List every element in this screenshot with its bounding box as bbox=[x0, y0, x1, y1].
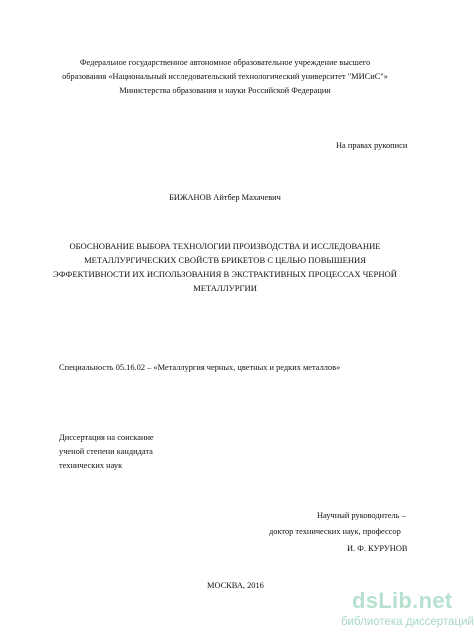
supervisor-name: И. Ф. КУРУНОВ bbox=[347, 544, 408, 553]
supervisor-line-1: Научный руководитель – bbox=[317, 511, 406, 520]
city-year: МОСКВА, 2016 bbox=[207, 581, 264, 590]
dissertation-line-2: ученой степени кандидата bbox=[59, 447, 153, 456]
organization-line-2: образования «Национальный исследовательский технологический университет "МИСиС"» bbox=[62, 72, 388, 81]
watermark-logo bbox=[318, 588, 474, 637]
supervisor-line-2: доктор технических наук, профессор bbox=[269, 527, 401, 536]
manuscript-rights-label: На правах рукописи bbox=[336, 141, 408, 150]
organization-line-1: Федеральное государственное автономное образовательное учреждение высшего bbox=[79, 58, 371, 67]
specialty-line: Специальность 05.16.02 – «Металлургия черных, цветных и редких металлов» bbox=[59, 363, 341, 372]
dissertation-line-3: технических наук bbox=[59, 461, 123, 470]
thesis-title-line-4: МЕТАЛЛУРГИИ bbox=[193, 283, 257, 293]
thesis-title-line-3: ЭФФЕКТИВНОСТИ ИХ ИСПОЛЬЗОВАНИЯ В ЭКСТРАКТИВНЫХ ПРОЦЕССАХ ЧЕРНОЙ bbox=[53, 269, 397, 279]
thesis-title-line-1: ОБОСНОВАНИЕ ВЫБОРА ТЕХНОЛОГИИ ПРОИЗВОДСТВА И ИССЛЕДОВАНИЕ bbox=[69, 241, 381, 251]
dissertation-line-1: Диссертация на соискание bbox=[59, 433, 154, 442]
author-name: БИЖАНОВ Айтбер Махачевич bbox=[169, 193, 281, 202]
organization-line-3: Министерства образования и науки Российской Федерации bbox=[119, 86, 331, 95]
watermark-subtitle: библиотека диссертаций bbox=[341, 616, 474, 628]
thesis-title-line-2: МЕТАЛЛУРГИЧЕСКИХ СВОЙСТВ БРИКЕТОВ С ЦЕЛЬЮ ПОВЫШЕНИЯ bbox=[83, 255, 366, 265]
watermark-brand: dsLib.net bbox=[352, 588, 453, 613]
